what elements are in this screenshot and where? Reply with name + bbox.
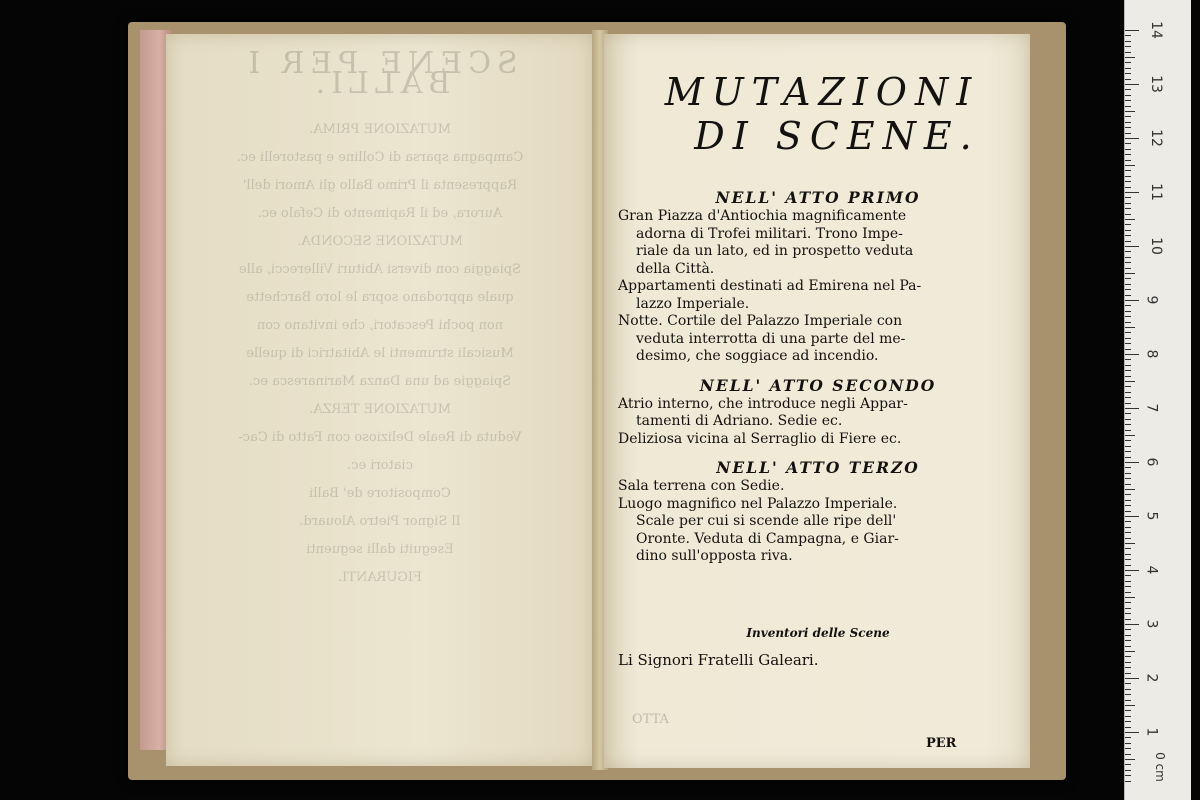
ruler-minor-tick xyxy=(1125,230,1131,231)
ruler-minor-tick xyxy=(1125,527,1131,528)
ruler-minor-tick xyxy=(1125,57,1135,58)
signori-line: Li Signori Fratelli Galeari. xyxy=(618,650,819,669)
bleed-lines xyxy=(194,120,566,588)
ruler-minor-tick xyxy=(1125,197,1131,198)
ruler-minor-tick xyxy=(1125,284,1131,285)
ruler-minor-tick xyxy=(1125,273,1135,274)
ruler-minor-tick xyxy=(1125,467,1131,468)
ruler-minor-tick xyxy=(1125,95,1131,96)
act-heading: NELL' ATTO PRIMO xyxy=(715,188,921,207)
ruler-number: 12 xyxy=(1147,129,1164,147)
ruler-minor-tick xyxy=(1125,754,1131,755)
ruler-minor-tick xyxy=(1125,489,1135,490)
ruler-minor-tick xyxy=(1125,413,1131,414)
ruler-tick xyxy=(1125,246,1139,247)
ruler-minor-tick xyxy=(1125,667,1131,668)
ruler-minor-tick xyxy=(1125,62,1131,63)
page-title-line-1: MUTAZIONI xyxy=(664,70,980,114)
ruler-tick xyxy=(1125,732,1139,733)
ruler-tick xyxy=(1125,138,1139,139)
ruler-number: 7 xyxy=(1143,403,1160,413)
ruler-minor-tick xyxy=(1125,430,1131,431)
ruler-number: 14 xyxy=(1147,21,1164,39)
ruler-minor-tick xyxy=(1125,505,1131,506)
bleed-heading: SCENE PER I BALLI. xyxy=(242,46,518,101)
bleed-line: Rappresenta il Primo Ballo gli Amori dell' xyxy=(242,178,518,193)
scene-line: Sala terrena con Sedie. xyxy=(618,478,785,494)
inventori-label: Inventori delle Scene xyxy=(746,625,890,640)
ruler-minor-tick xyxy=(1125,635,1131,636)
scene-line: lazzo Imperiale. xyxy=(636,295,750,312)
ruler-minor-tick xyxy=(1125,133,1131,134)
ruler-minor-tick xyxy=(1125,381,1135,382)
ruler-minor-tick xyxy=(1125,710,1131,711)
ruler-number: 9 xyxy=(1143,295,1160,305)
ruler-minor-tick xyxy=(1125,349,1131,350)
ruler-minor-tick xyxy=(1125,359,1131,360)
scene-line: Deliziosa vicina al Serraglio di Fiere ec. xyxy=(618,430,902,447)
ruler-minor-tick xyxy=(1125,311,1131,312)
ruler-minor-tick xyxy=(1125,500,1131,501)
ruler-minor-tick xyxy=(1125,251,1131,252)
ruler-minor-tick xyxy=(1125,268,1131,269)
ruler-minor-tick xyxy=(1125,343,1131,344)
ruler-minor-tick xyxy=(1125,165,1135,166)
ruler-minor-tick xyxy=(1125,224,1131,225)
ruler-tick xyxy=(1125,516,1139,517)
ruler-minor-tick xyxy=(1125,149,1131,150)
ruler-minor-tick xyxy=(1125,100,1131,101)
ruler-minor-tick xyxy=(1125,419,1131,420)
scene-line: Luogo magnifico nel Palazzo Imperiale. xyxy=(618,495,898,512)
bleed-line: Spiaggie ad una Danza Marinaresca ec. xyxy=(248,374,512,389)
ruler-minor-tick xyxy=(1125,484,1131,485)
ruler-tick xyxy=(1125,84,1139,85)
bleed-line: Campagna sparsa di Colline e pastorelli ec. xyxy=(236,150,524,165)
ruler-tick xyxy=(1125,30,1139,31)
ruler-minor-tick xyxy=(1125,89,1131,90)
scene-line: desimo, che soggiace ad incendio. xyxy=(636,348,879,364)
ruler-minor-tick xyxy=(1125,122,1131,123)
ruler-minor-tick xyxy=(1125,743,1131,744)
ruler-minor-tick xyxy=(1125,332,1131,333)
ruler-minor-tick xyxy=(1125,700,1131,701)
ruler-minor-tick xyxy=(1125,397,1131,398)
scene-line: Oronte. Veduta di Campagna, e Giar- xyxy=(636,530,899,547)
ruler-minor-tick xyxy=(1125,52,1131,53)
ruler-minor-tick xyxy=(1125,597,1135,598)
ruler-minor-tick xyxy=(1125,278,1131,279)
ruler-minor-tick xyxy=(1125,143,1131,144)
ruler-minor-tick xyxy=(1125,538,1131,539)
ruler-number: 8 xyxy=(1143,349,1160,359)
ruler-minor-tick xyxy=(1125,305,1131,306)
ruler-tick xyxy=(1125,462,1139,463)
ruler-minor-tick xyxy=(1125,208,1131,209)
ruler-number: 6 xyxy=(1143,457,1160,467)
ruler-number: 11 xyxy=(1147,183,1164,201)
bleed-line: quale approdano sopra le loro Barchette xyxy=(246,290,514,305)
scene-line: adorna di Trofei militari. Trono Impe- xyxy=(636,225,903,242)
ruler-minor-tick xyxy=(1125,565,1131,566)
ruler-tick xyxy=(1125,300,1139,301)
ruler-unit: 0 cm xyxy=(1152,752,1167,782)
ruler-minor-tick xyxy=(1125,451,1131,452)
ruler-minor-tick xyxy=(1125,592,1131,593)
ruler-minor-tick xyxy=(1125,629,1131,630)
ruler-minor-tick xyxy=(1125,478,1131,479)
ruler-minor-tick xyxy=(1125,775,1131,776)
ruler-minor-tick xyxy=(1125,365,1131,366)
ruler-minor-tick xyxy=(1125,170,1131,171)
ruler-minor-tick xyxy=(1125,543,1135,544)
bleed-line: Il Signor Pietro Alouard. xyxy=(299,514,461,529)
ruler-minor-tick xyxy=(1125,548,1131,549)
left-page-bleed-through xyxy=(166,34,594,766)
ruler-minor-tick xyxy=(1125,575,1131,576)
ruler-number: 5 xyxy=(1143,511,1160,521)
left-page xyxy=(166,34,594,766)
bleed-line: MUTAZIONE SECONDA. xyxy=(297,234,463,249)
ruler-minor-tick xyxy=(1125,316,1131,317)
bleed-line: ciatori ec. xyxy=(347,458,413,473)
ruler-minor-tick xyxy=(1125,559,1131,560)
ruler-minor-tick xyxy=(1125,376,1131,377)
ruler-minor-tick xyxy=(1125,338,1131,339)
ruler-minor-tick xyxy=(1125,35,1131,36)
bleed-line: Spiaggia con diversi Abituri Villerecci, alle xyxy=(238,262,522,277)
scene-line: tamenti di Adriano. Sedie ec. xyxy=(636,413,843,429)
ruler-minor-tick xyxy=(1125,748,1131,749)
ruler-minor-tick xyxy=(1125,219,1135,220)
ruler-number: 2 xyxy=(1143,673,1160,683)
ruler-minor-tick xyxy=(1125,235,1131,236)
ruler-minor-tick xyxy=(1125,494,1131,495)
bleed-line: Aurora, ed il Rapimento di Cefalo ec. xyxy=(257,206,503,221)
ruler-tick xyxy=(1125,570,1139,571)
ruler-minor-tick xyxy=(1125,41,1131,42)
catchword: PER xyxy=(926,736,957,751)
ruler-minor-tick xyxy=(1125,640,1131,641)
ruler-minor-tick xyxy=(1125,440,1131,441)
measuring-ruler xyxy=(1124,0,1191,800)
ruler-minor-tick xyxy=(1125,727,1131,728)
ruler-minor-tick xyxy=(1125,716,1131,717)
ruler-minor-tick xyxy=(1125,370,1131,371)
ruler-number: 1 xyxy=(1143,727,1160,737)
ruler-minor-tick xyxy=(1125,608,1131,609)
ruler-minor-tick xyxy=(1125,154,1131,155)
ruler-minor-tick xyxy=(1125,781,1131,782)
ruler-minor-tick xyxy=(1125,683,1131,684)
scene-line: veduta interrotta di una parte del me- xyxy=(636,330,906,347)
ruler-tick xyxy=(1125,624,1139,625)
bleed-line: Compositore de' Balli xyxy=(309,486,451,501)
ruler-number: 4 xyxy=(1143,565,1160,575)
page-title-line-2: DI SCENE. xyxy=(694,114,980,158)
ruler-minor-tick xyxy=(1125,116,1131,117)
ruler-minor-tick xyxy=(1125,203,1131,204)
ruler-minor-tick xyxy=(1125,602,1131,603)
ruler-minor-tick xyxy=(1125,73,1131,74)
ruler-tick xyxy=(1125,354,1139,355)
ruler-minor-tick xyxy=(1125,586,1131,587)
bleed-line: non pochi Pescatori, che invitano con xyxy=(256,318,504,333)
ruler-number: 13 xyxy=(1147,75,1164,93)
ruler-minor-tick xyxy=(1125,262,1131,263)
bleed-line: MUTAZIONE PRIMA. xyxy=(309,122,451,137)
ruler-minor-tick xyxy=(1125,673,1131,674)
ruler-minor-tick xyxy=(1125,111,1135,112)
ruler-minor-tick xyxy=(1125,214,1131,215)
ruler-minor-tick xyxy=(1125,435,1135,436)
bleed-line: MUTAZIONE TERZA. xyxy=(309,402,451,417)
ruler-minor-tick xyxy=(1125,770,1131,771)
acts-list xyxy=(618,188,1018,566)
ruler-minor-tick xyxy=(1125,68,1131,69)
ruler-minor-tick xyxy=(1125,424,1131,425)
ruler-minor-tick xyxy=(1125,176,1131,177)
scene-line: Appartamenti destinati ad Emirena nel Pa- xyxy=(618,278,922,294)
ruler-minor-tick xyxy=(1125,403,1131,404)
ruler-number: 3 xyxy=(1143,619,1160,629)
scene-line: riale da un lato, ed in prospetto veduta xyxy=(636,243,914,259)
ruler-minor-tick xyxy=(1125,532,1131,533)
bleed-line: Veduta di Reale Delizioso con Fatto di Cac- xyxy=(238,430,522,445)
ruler-tick xyxy=(1125,408,1139,409)
ruler-minor-tick xyxy=(1125,521,1131,522)
ruler-tick xyxy=(1125,678,1139,679)
ruler-minor-tick xyxy=(1125,511,1131,512)
ruler-minor-tick xyxy=(1125,79,1131,80)
ruler-minor-tick xyxy=(1125,646,1131,647)
ruler-minor-tick xyxy=(1125,386,1131,387)
ruler-minor-tick xyxy=(1125,737,1131,738)
ruler-minor-tick xyxy=(1125,457,1131,458)
ruler-minor-tick xyxy=(1125,187,1131,188)
ruler-minor-tick xyxy=(1125,289,1131,290)
ruler-minor-tick xyxy=(1125,127,1131,128)
ruler-minor-tick xyxy=(1125,473,1131,474)
ruler-minor-tick xyxy=(1125,656,1131,657)
ruler-minor-tick xyxy=(1125,764,1131,765)
scene-line: della Città. xyxy=(636,260,715,277)
ruler-minor-tick xyxy=(1125,327,1135,328)
ruler-minor-tick xyxy=(1125,619,1131,620)
ruler-minor-tick xyxy=(1125,651,1135,652)
ruler-minor-tick xyxy=(1125,554,1131,555)
bleed-line: FIGURANTI. xyxy=(338,570,422,585)
ruler-minor-tick xyxy=(1125,181,1131,182)
scene-line: dino sull'opposta riva. xyxy=(636,548,793,564)
scene-line: Notte. Cortile del Palazzo Imperiale con xyxy=(618,313,903,329)
ruler-minor-tick xyxy=(1125,705,1135,706)
ruler-minor-tick xyxy=(1125,662,1131,663)
ruler-minor-tick xyxy=(1125,689,1131,690)
ruler-minor-tick xyxy=(1125,581,1131,582)
ruler-minor-tick xyxy=(1125,613,1131,614)
ruler-minor-tick xyxy=(1125,160,1131,161)
ruler-minor-tick xyxy=(1125,694,1131,695)
ruler-minor-tick xyxy=(1125,106,1131,107)
ruler-minor-tick xyxy=(1125,46,1131,47)
right-page-content xyxy=(618,70,1018,669)
ruler-minor-tick xyxy=(1125,446,1131,447)
bleed-line: Eseguiti dalli seguenti xyxy=(306,542,454,557)
ruler-number: 10 xyxy=(1147,237,1164,255)
act-heading: NELL' ATTO TERZO xyxy=(716,458,920,477)
act-heading: NELL' ATTO SECONDO xyxy=(699,375,937,395)
ruler-minor-tick xyxy=(1125,392,1131,393)
ruler-minor-tick xyxy=(1125,257,1131,258)
ruler-minor-tick xyxy=(1125,759,1135,760)
ruler-minor-tick xyxy=(1125,295,1131,296)
ruler-minor-tick xyxy=(1125,241,1131,242)
ruler-tick xyxy=(1125,192,1139,193)
scene-line: Gran Piazza d'Antiochia magnificamente xyxy=(618,208,907,224)
bleed-line: Musicali strumenti le Abitatrici di quelle xyxy=(246,346,514,361)
scene-line: Scale per cui si scende alle ripe dell' xyxy=(636,513,897,529)
scene-line: Atrio interno, che introduce negli Appar- xyxy=(618,395,908,412)
ruler-minor-tick xyxy=(1125,322,1131,323)
bleed-through-bottom: OTTA xyxy=(632,712,669,727)
ruler-minor-tick xyxy=(1125,721,1131,722)
